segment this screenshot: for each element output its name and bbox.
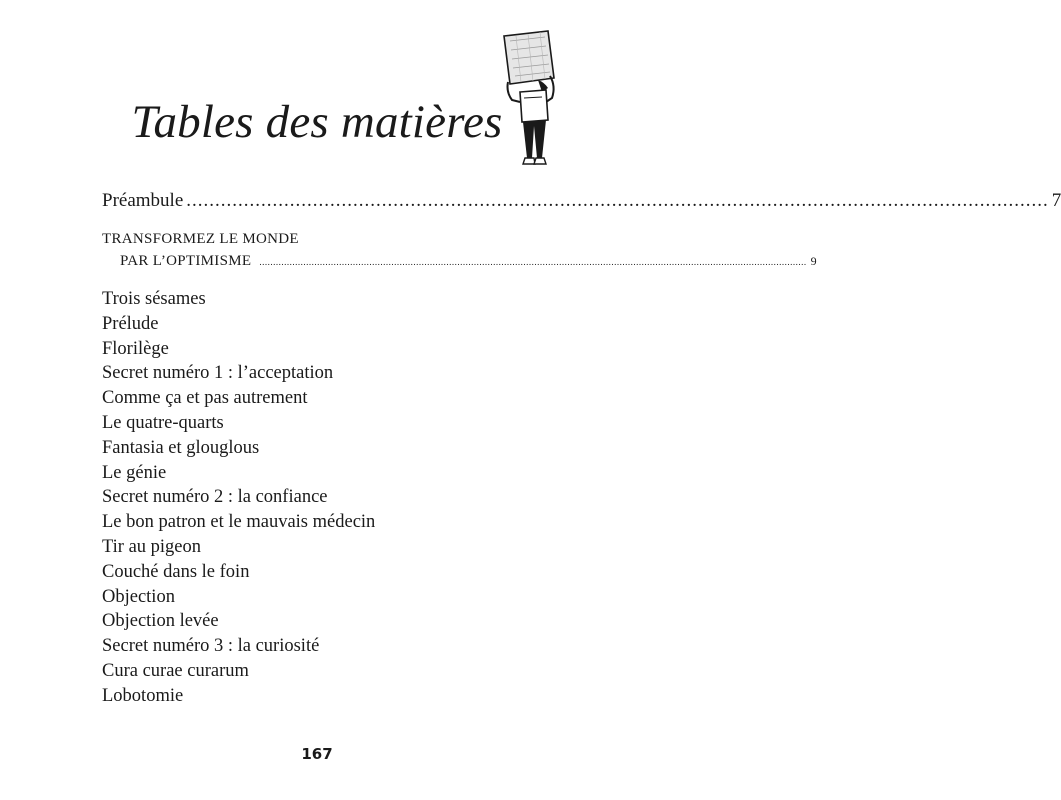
chapter-item: Objection bbox=[102, 586, 175, 607]
chapter-item: Couché dans le foin bbox=[102, 561, 250, 582]
chapter-item: Lobotomie bbox=[102, 685, 184, 706]
toc-entry-page: 7 bbox=[1051, 190, 1061, 211]
page-title: Tables des matières bbox=[131, 96, 503, 148]
chapter-item: Florilège bbox=[102, 338, 169, 359]
chapter-item: Le bon patron et le mauvais médecin bbox=[102, 512, 376, 533]
chapter-item: Tir au pigeon bbox=[102, 536, 202, 557]
section-heading-line2: PAR L’OPTIMISME bbox=[120, 253, 252, 269]
section-heading-line1: TRANSFORMEZ LE MONDE bbox=[102, 231, 299, 247]
page-number: 167 bbox=[301, 745, 333, 763]
chapter-item: Secret numéro 2 : la confiance bbox=[102, 487, 328, 508]
toc-entry-page: 9 bbox=[810, 254, 817, 268]
chapter-item: Le génie bbox=[102, 462, 167, 483]
chapter-item: Comme ça et pas autrement bbox=[102, 388, 308, 409]
toc-entry-label: Préambule bbox=[102, 190, 184, 211]
chapter-item: Secret numéro 3 : la curiosité bbox=[102, 636, 320, 657]
chapter-item: Cura curae curarum bbox=[102, 660, 249, 681]
chapter-list bbox=[102, 287, 375, 709]
chapter-item: Secret numéro 1 : l’acceptation bbox=[102, 363, 334, 384]
chapter-item: Objection levée bbox=[102, 611, 219, 632]
toc-entry-preambule bbox=[102, 189, 1061, 213]
toc-entry-section bbox=[120, 251, 817, 272]
toc-leader-dots: ....................................................................................................................................................................................................... bbox=[259, 257, 807, 267]
toc-leader-dots: ...................................................................................................................................................... bbox=[186, 190, 1049, 211]
chapter-item: Fantasia et glouglous bbox=[102, 437, 260, 458]
chapter-item: Trois sésames bbox=[102, 289, 206, 309]
chapter-item: Prélude bbox=[102, 313, 159, 334]
chapter-item: Le quatre-quarts bbox=[102, 412, 224, 433]
